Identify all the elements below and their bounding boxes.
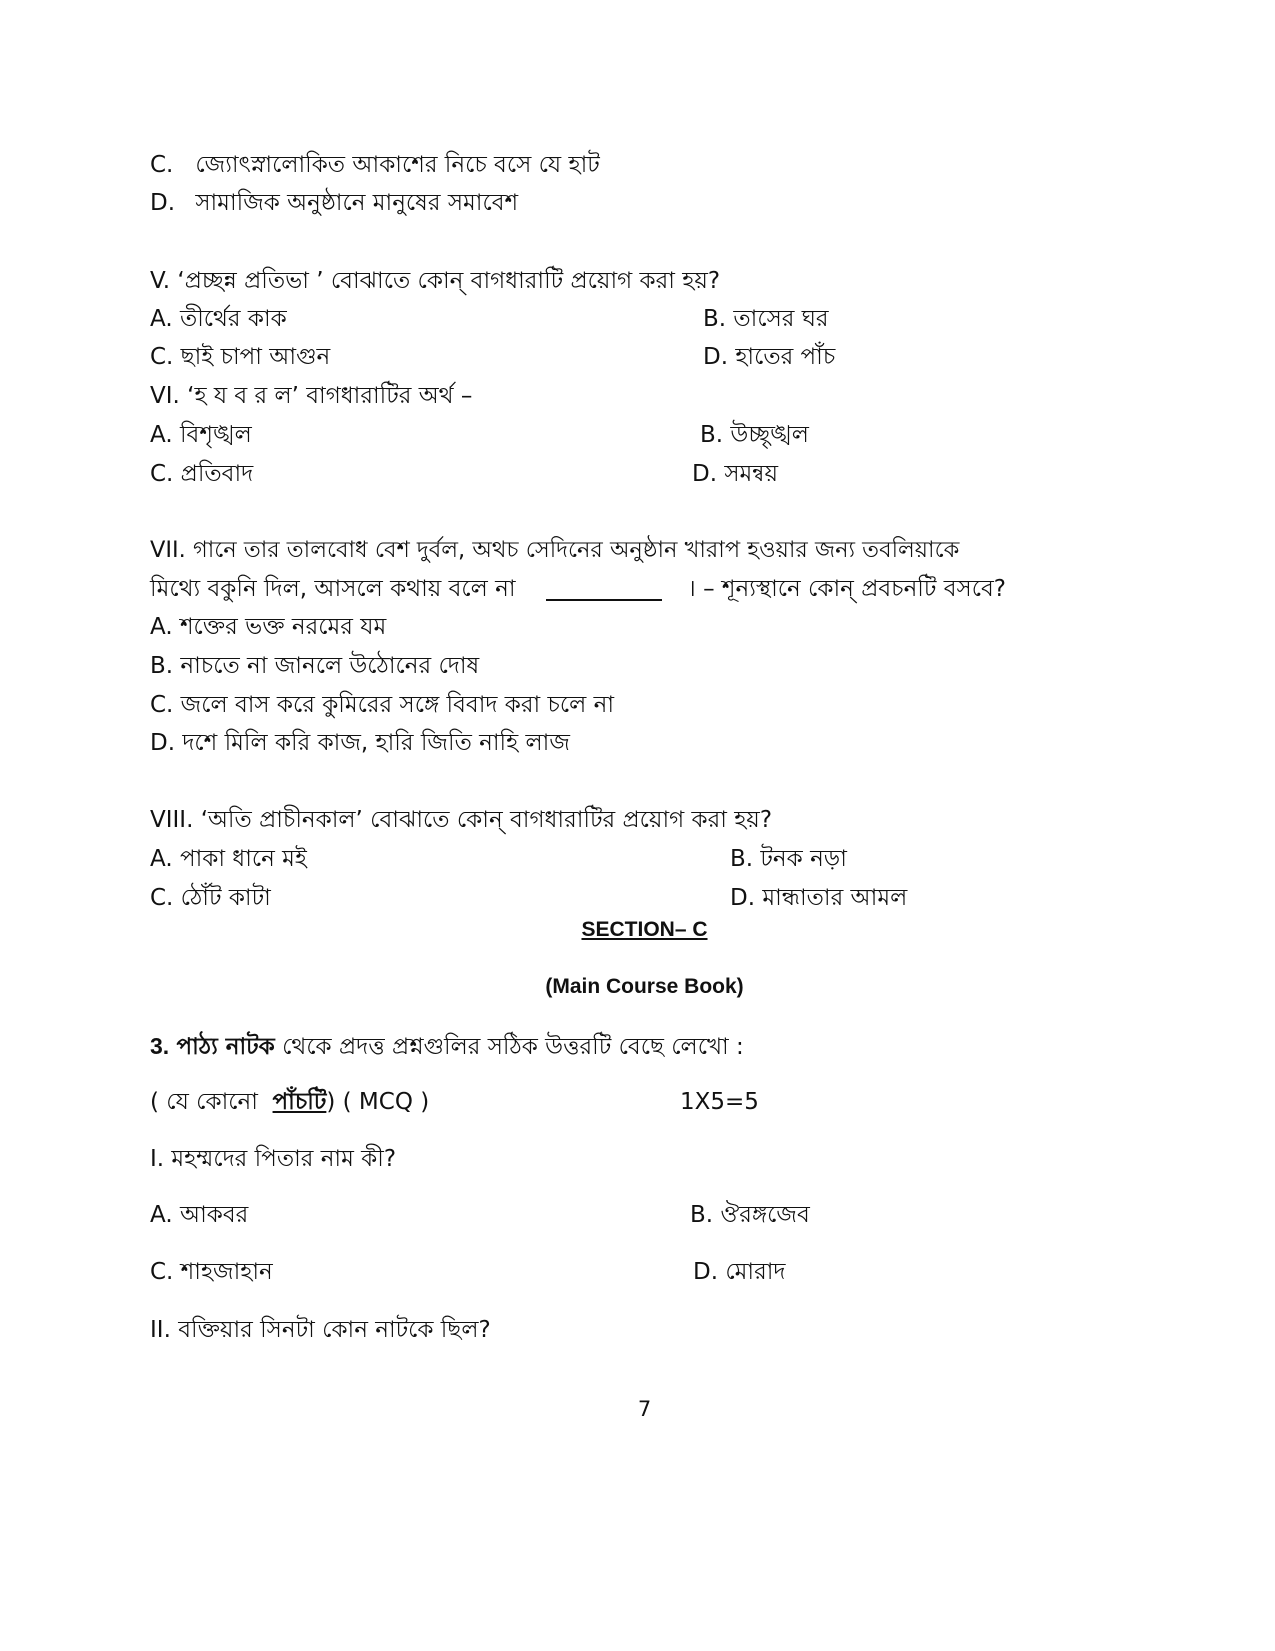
question-3-instruction bbox=[150, 1087, 429, 1117]
stem-text: । – শূন্যস্থানে কোন্ প্রবচনটি বসবে? bbox=[687, 576, 1006, 602]
question-v-option-d: D. হাতের পাঁচ bbox=[703, 344, 836, 370]
option-text: সামাজিক অনুষ্ঠানে মানুষের সমাবেশ bbox=[195, 190, 519, 216]
page-number: 7 bbox=[637, 1397, 652, 1421]
question-vii-stem-line1: VII. গানে তার তালবোধ বেশ দুর্বল, অথচ সেদিনের অনুষ্ঠান খারাপ হওয়ার জন্য তবলিয়াকে bbox=[150, 537, 960, 563]
question-vi-option-b: B. উচ্ছৃঙ্খল bbox=[700, 422, 809, 448]
option-label: C. bbox=[150, 152, 174, 178]
option-text: জ্যোৎস্নালোকিত আকাশের নিচে বসে যে হাট bbox=[195, 152, 600, 178]
subquestion-i-option-a: A. আকবর bbox=[150, 1202, 249, 1228]
question-vii-option-d: D. দশে মিলি করি কাজ, হারি জিতি নাহি লাজ bbox=[150, 730, 570, 756]
question-v-option-a: A. তীর্থের কাক bbox=[150, 306, 287, 332]
question-vi-option-c: C. প্রতিবাদ bbox=[150, 461, 254, 487]
question-viii-option-a: A. পাকা ধানে মই bbox=[150, 846, 307, 872]
question-vi-option-d: D. সমন্বয় bbox=[692, 461, 779, 487]
subquestion-i-option-c: C. শাহজাহান bbox=[150, 1259, 273, 1285]
question-v-option-c: C. ছাই চাপা আগুন bbox=[150, 344, 331, 370]
question-vii-option-c: C. জলে বাস করে কুমিরের সঙ্গে বিবাদ করা চলে না bbox=[150, 692, 614, 718]
subquestion-ii-stem: II. বক্তিয়ার সিনটা কোন নাটকে ছিল? bbox=[150, 1317, 491, 1343]
option-d-prev bbox=[150, 188, 518, 218]
question-vi-option-a: A. বিশৃঙ্খল bbox=[150, 422, 252, 448]
question-viii-stem: VIII. ‘অতি প্রাচীনকাল’ বোঝাতে কোন্ বাগধারাটির প্রয়োগ করা হয়? bbox=[150, 807, 773, 833]
question-viii-option-d: D. মান্ধাতার আমল bbox=[730, 885, 908, 911]
question-text: থেকে প্রদত্ত প্রশ্নগুলির সঠিক উত্তরটি বেছে লেখো : bbox=[282, 1034, 744, 1060]
section-title: SECTION– C bbox=[581, 918, 708, 941]
subquestion-i-option-b: B. ঔরঙ্গজেব bbox=[690, 1202, 810, 1228]
subquestion-i-stem: I. মহম্মদের পিতার নাম কী? bbox=[150, 1146, 397, 1172]
question-vii-option-a: A. শক্তের ভক্ত নরমের যম bbox=[150, 614, 387, 640]
option-c-prev bbox=[150, 150, 600, 180]
question-3-heading bbox=[150, 1031, 744, 1062]
instruction-text: ( যে কোনো bbox=[150, 1089, 258, 1115]
instruction-text: ) ( MCQ ) bbox=[326, 1089, 430, 1115]
question-number: 3. bbox=[150, 1033, 170, 1059]
question-vi-stem: VI. ‘হ য ব র ল’ বাগধারাটির অর্থ – bbox=[150, 383, 473, 409]
section-subtitle: (Main Course Book) bbox=[545, 975, 744, 998]
stem-text: মিথ্যে বকুনি দিল, আসলে কথায় বলে না bbox=[150, 576, 516, 602]
fill-blank bbox=[546, 579, 662, 601]
question-v-stem: V. ‘প্রচ্ছন্ন প্রতিভা ’ বোঝাতে কোন্ বাগধারাটি প্রয়োগ করা হয়? bbox=[150, 268, 721, 294]
question-bold-text: পাঠ্য নাটক bbox=[176, 1034, 275, 1060]
question-viii-option-c: C. ঠোঁট কাটা bbox=[150, 885, 271, 911]
marks: 1X5=5 bbox=[680, 1089, 759, 1115]
question-vii-option-b: B. নাচতে না জানলে উঠোনের দোষ bbox=[150, 653, 480, 679]
instruction-bold: পাঁচটি bbox=[272, 1089, 327, 1115]
question-vii-stem-line2 bbox=[150, 574, 1006, 604]
question-v-option-b: B. তাসের ঘর bbox=[703, 306, 829, 332]
option-label: D. bbox=[150, 190, 176, 216]
subquestion-i-option-d: D. মোরাদ bbox=[693, 1259, 786, 1285]
question-viii-option-b: B. টনক নড়া bbox=[730, 846, 847, 872]
